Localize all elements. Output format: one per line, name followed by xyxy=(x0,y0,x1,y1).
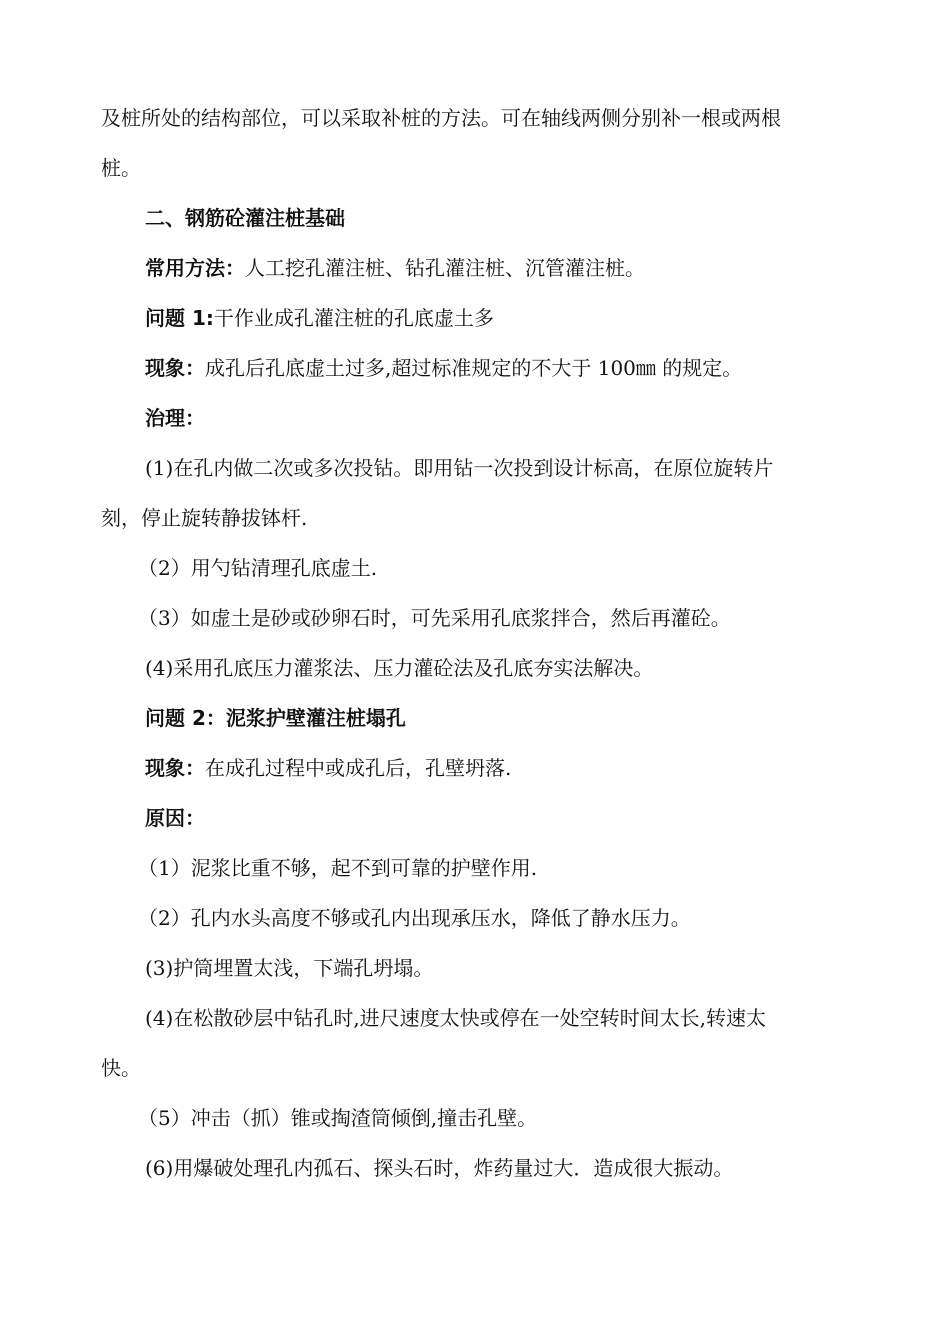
question-1-label: 问题 1: xyxy=(145,306,214,330)
body-text: (6)用爆破处理孔内孤石、探头石时，炸药量过大．造成很大振动。 xyxy=(145,1156,734,1180)
paragraph-line xyxy=(101,154,141,182)
body-text: (1)在孔内做二次或多次投钻。即用钻一次投到设计标高，在原位旋转片 xyxy=(145,456,774,480)
cause-item-1 xyxy=(138,854,537,882)
body-text: （5）冲击（抓）锥或掏渣筒倾倒,撞击孔壁。 xyxy=(138,1106,538,1130)
cause-item-6 xyxy=(145,1154,733,1182)
section-heading-text: 二、钢筋砼灌注桩基础 xyxy=(145,206,345,230)
phenomenon-text: 成孔后孔底虚土过多,超过标准规定的不大于 100㎜ 的规定。 xyxy=(205,356,743,380)
body-text: （2）用勺钻清理孔底虚土. xyxy=(138,556,378,580)
cause-item-3 xyxy=(145,954,433,982)
question-1-phenomenon xyxy=(145,354,742,382)
body-text: 及桩所处的结构部位，可以采取补桩的方法。可在轴线两侧分别补一根或两根 xyxy=(101,106,781,130)
body-text: 桩。 xyxy=(101,156,141,180)
body-text: （2）孔内水头高度不够或孔内出现承压水，降低了静水压力。 xyxy=(138,906,691,930)
phenomenon-text: 在成孔过程中或成孔后，孔壁坍落. xyxy=(205,756,512,780)
cause-label-text: 原因： xyxy=(145,806,205,830)
methods-text: 人工挖孔灌注桩、钻孔灌注桩、沉管灌注桩。 xyxy=(245,256,645,280)
cause-item-4 xyxy=(145,1004,766,1032)
question-1-line xyxy=(145,304,494,332)
methods-line xyxy=(145,254,645,282)
treatment-item-1-continued xyxy=(101,504,307,532)
treatment-item-4 xyxy=(145,654,653,682)
question-2-heading xyxy=(145,704,406,732)
methods-label: 常用方法： xyxy=(145,256,245,280)
cause-item-4-continued xyxy=(101,1054,141,1082)
body-text: 快。 xyxy=(101,1056,141,1080)
treatment-item-3 xyxy=(138,604,731,632)
paragraph-line xyxy=(101,104,781,132)
cause-label xyxy=(145,804,205,832)
body-text: （3）如虚土是砂或砂卵石时，可先采用孔底浆拌合，然后再灌砼。 xyxy=(138,606,731,630)
treatment-item-1 xyxy=(145,454,773,482)
body-text: 刻，停止旋转静拔钵杆. xyxy=(101,506,308,530)
treatment-item-2 xyxy=(138,554,377,582)
question-1-text: 干作业成孔灌注桩的孔底虚土多 xyxy=(213,306,494,330)
treatment-label xyxy=(145,404,205,432)
phenomenon-label: 现象： xyxy=(145,356,205,380)
body-text: (4)在松散砂层中钻孔时,进尺速度太快或停在一处空转时间太长,转速太 xyxy=(145,1006,767,1030)
question-2-heading-text: 问题 2：泥浆护壁灌注桩塌孔 xyxy=(145,706,406,730)
body-text: (4)采用孔底压力灌浆法、压力灌砼法及孔底夯实法解决。 xyxy=(145,656,654,680)
treatment-label-text: 治理： xyxy=(145,406,205,430)
question-2-phenomenon xyxy=(145,754,511,782)
cause-item-5 xyxy=(138,1104,537,1132)
body-text: （1）泥浆比重不够，起不到可靠的护壁作用. xyxy=(138,856,538,880)
section-heading xyxy=(145,204,345,232)
body-text: (3)护筒埋置太浅，下端孔坍塌。 xyxy=(145,956,434,980)
phenomenon-label: 现象： xyxy=(145,756,205,780)
cause-item-2 xyxy=(138,904,691,932)
